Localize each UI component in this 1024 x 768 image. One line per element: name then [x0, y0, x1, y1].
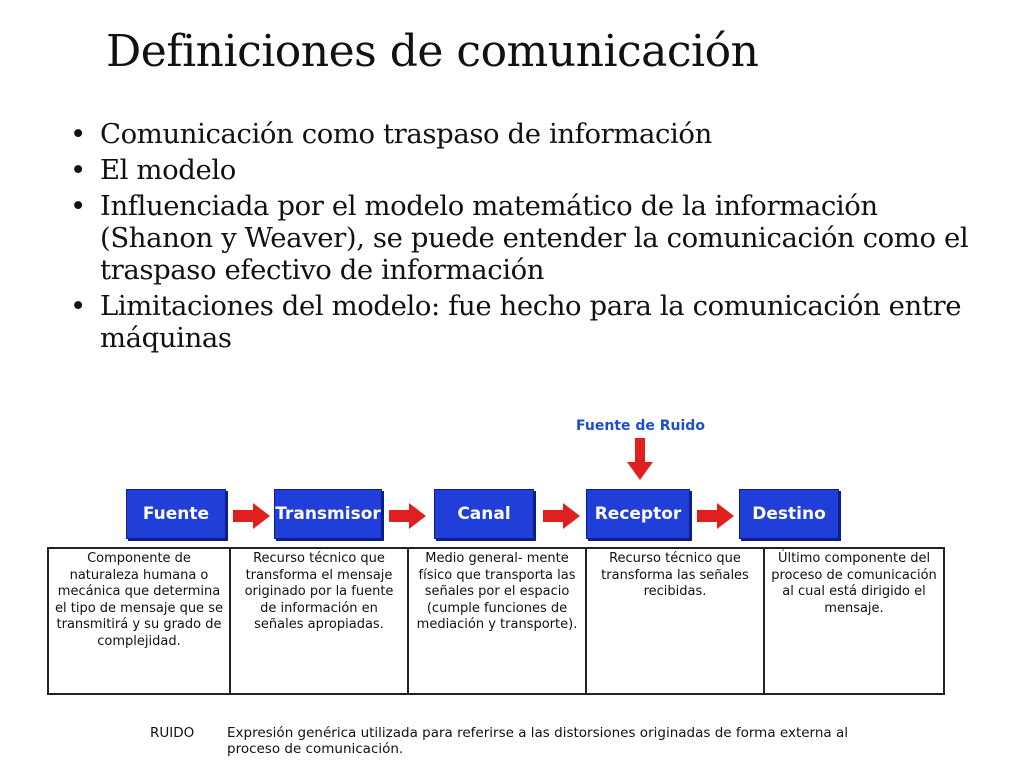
description-receptor: Recurso técnico que transforma las señales recibidas. [587, 549, 765, 693]
stage-box-destino: Destino [739, 489, 839, 539]
description-table [47, 547, 945, 695]
down-arrow-icon [626, 438, 654, 482]
description-destino: Último componente del proceso de comunicación al cual está dirigido el mensaje. [771, 551, 937, 616]
bullet-text: El modelo [100, 154, 236, 186]
bullet-text: Comunicación como traspaso de información [100, 118, 712, 150]
right-arrow-icon [543, 502, 581, 530]
noise-term: RUIDO [150, 725, 195, 741]
bullet-dot-icon: • [70, 190, 86, 222]
description-canal: Medio general- mente físico que transporta las señales por el espacio (cumple funciones de mediación y transporte). [409, 549, 587, 693]
bullet-text: Limitaciones del modelo: fue hecho para la comunicación entre máquinas [100, 290, 962, 354]
slide-title: Definiciones de comunicación [106, 26, 759, 77]
noise-definition: Expresión genérica utilizada para referirse a las distorsiones originadas de forma externa al proceso de comunicación. [227, 725, 849, 757]
bullet-dot-icon: • [70, 118, 86, 150]
right-arrow-icon [697, 502, 735, 530]
description-transmisor: Recurso técnico que transforma el mensaje originado por la fuente de información en señales apropiadas. [231, 549, 409, 693]
bullet-dot-icon: • [70, 154, 86, 186]
stage-box-transmisor: Transmisor [274, 489, 382, 539]
stage-box-fuente: Fuente [126, 489, 226, 539]
right-arrow-icon [389, 502, 427, 530]
bullet-item [70, 118, 970, 150]
bullet-dot-icon: • [70, 290, 86, 322]
stage-box-receptor: Receptor [586, 489, 690, 539]
bullet-item [70, 290, 970, 354]
description-fuente: Componente de naturaleza humana o mecánica que determina el tipo de mensaje que se transmitirá y su grado de complejidad. [49, 549, 231, 693]
noise-source-label: Fuente de Ruido [576, 418, 705, 434]
bullet-item [70, 154, 970, 186]
bullet-list [70, 118, 970, 358]
bullet-item [70, 190, 970, 286]
bullet-text: Influenciada por el modelo matemático de la información (Shanon y Weaver), se puede entender la comunicación como el traspaso efectivo de información [100, 190, 969, 286]
right-arrow-icon [233, 502, 271, 530]
stage-box-canal: Canal [434, 489, 534, 539]
